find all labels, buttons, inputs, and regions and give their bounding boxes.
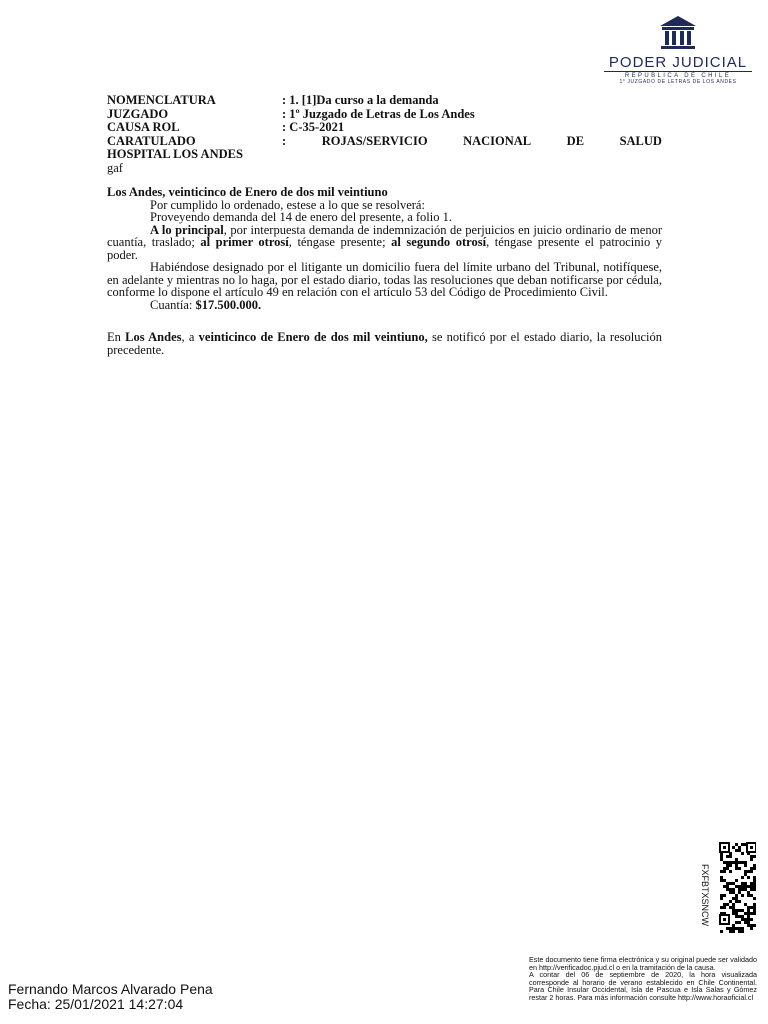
- caratulado-part: NACIONAL: [463, 133, 532, 148]
- logo-court: 1° JUZGADO DE LETRAS DE LOS ANDES: [619, 79, 737, 85]
- caratulado-part: :: [282, 133, 287, 148]
- header-row-nomenclatura: [107, 94, 662, 108]
- bold-phrase: veinticinco de Enero de dos mil veintiuno,: [198, 330, 428, 344]
- header-row-juzgado: [107, 108, 662, 122]
- resolution-paragraph: [107, 224, 662, 262]
- poder-judicial-logo: [604, 14, 752, 85]
- text-fragment: En: [107, 330, 126, 344]
- header-row-causa: [107, 121, 662, 135]
- caratulado-part: SALUD: [619, 133, 662, 148]
- resolution-paragraph: Habiéndose designado por el litigante un domicilio fuera del límite urbano del Tribunal, notifíquese, en adelante y mientras no lo haga, por el estado diario, todas las resoluciones que deban notificarse por cédula, conforme lo dispone el artículo 49 en relación con el artículo 53 del Código de Procedimiento Civil.: [107, 260, 662, 299]
- case-header: [107, 94, 662, 175]
- causa-label: CAUSA ROL: [107, 120, 180, 134]
- electronic-signature-disclaimer: [529, 956, 757, 1002]
- signer-name: Fernando Marcos Alvarado Pena: [8, 981, 213, 997]
- bold-phrase: al segundo otrosí: [391, 235, 487, 249]
- juzgado-value: : 1º Juzgado de Letras de Los Andes: [282, 106, 475, 121]
- resolution-body: [107, 186, 662, 356]
- text-fragment: , por interpuesta demanda de indemnización de perjuicios en juicio ordinario de menor cuantía, traslado;: [107, 222, 662, 249]
- cuantia-line: [107, 299, 662, 312]
- text-fragment: se notificó por el estado diario, la resolución precedente.: [107, 330, 662, 357]
- qr-code-icon: [704, 842, 756, 934]
- signer-block: [8, 982, 213, 1012]
- logo-subtitle: REPUBLICA DE CHILE: [604, 71, 752, 79]
- caratulado-label: CARATULADO: [107, 133, 196, 148]
- resolution-paragraph: Por cumplido lo ordenado, estese a lo que se resolverá:: [150, 197, 425, 212]
- courthouse-icon: [658, 14, 698, 52]
- caratulado-continuation: HOSPITAL LOS ANDES: [107, 147, 243, 161]
- text-fragment: , téngase presente;: [288, 235, 392, 249]
- bold-phrase: A lo principal: [150, 222, 224, 237]
- cuantia-label: Cuantía:: [150, 297, 196, 312]
- signature-date: Fecha: 25/01/2021 14:27:04: [8, 996, 184, 1012]
- juzgado-label: JUZGADO: [107, 106, 169, 121]
- causa-value: : C-35-2021: [282, 120, 345, 134]
- disclaimer-timezone: A contar del 06 de septiembre de 2020, la hora visualizada corresponde al horario de verano establecido en Chile Continental. Para Chile Insular Occidental, Isla de Pascua e Isla Salas y Gómez restar 2 horas. Para más información consulte http://www.horaoficial.cl: [529, 970, 757, 1002]
- bold-phrase: Los Andes: [125, 330, 182, 344]
- nomenclatura-label: NOMENCLATURA: [107, 93, 216, 107]
- resolution-date: Los Andes, veinticinco de Enero de dos mil veintiuno: [107, 185, 388, 199]
- resolution-paragraph: Proveyendo demanda del 14 de enero del presente, a folio 1.: [150, 210, 452, 224]
- caratulado-part: DE: [566, 133, 585, 148]
- logo-title: PODER JUDICIAL: [608, 54, 748, 71]
- clerk-initials: gaf: [107, 160, 123, 175]
- verification-code-text: FXFBTXSNCW: [700, 864, 710, 926]
- text-fragment: , téngase presente el patrocinio y poder.: [107, 235, 662, 262]
- text-fragment: , a: [181, 330, 199, 344]
- caratulado-value: [282, 135, 662, 149]
- disclaimer-validation: Este documento tiene firma electrónica y su original puede ser validado en http://verificadoc.pjud.cl o en la tramitación de la causa.: [529, 955, 757, 972]
- cuantia-value: $17.500.000.: [195, 297, 262, 312]
- header-row-caratulado: [107, 135, 662, 149]
- caratulado-part: ROJAS/SERVICIO: [321, 133, 428, 148]
- nomenclatura-value: : 1. [1]Da curso a la demanda: [282, 93, 439, 107]
- bold-phrase: al primer otrosí: [200, 235, 289, 249]
- notification-paragraph: [107, 331, 662, 356]
